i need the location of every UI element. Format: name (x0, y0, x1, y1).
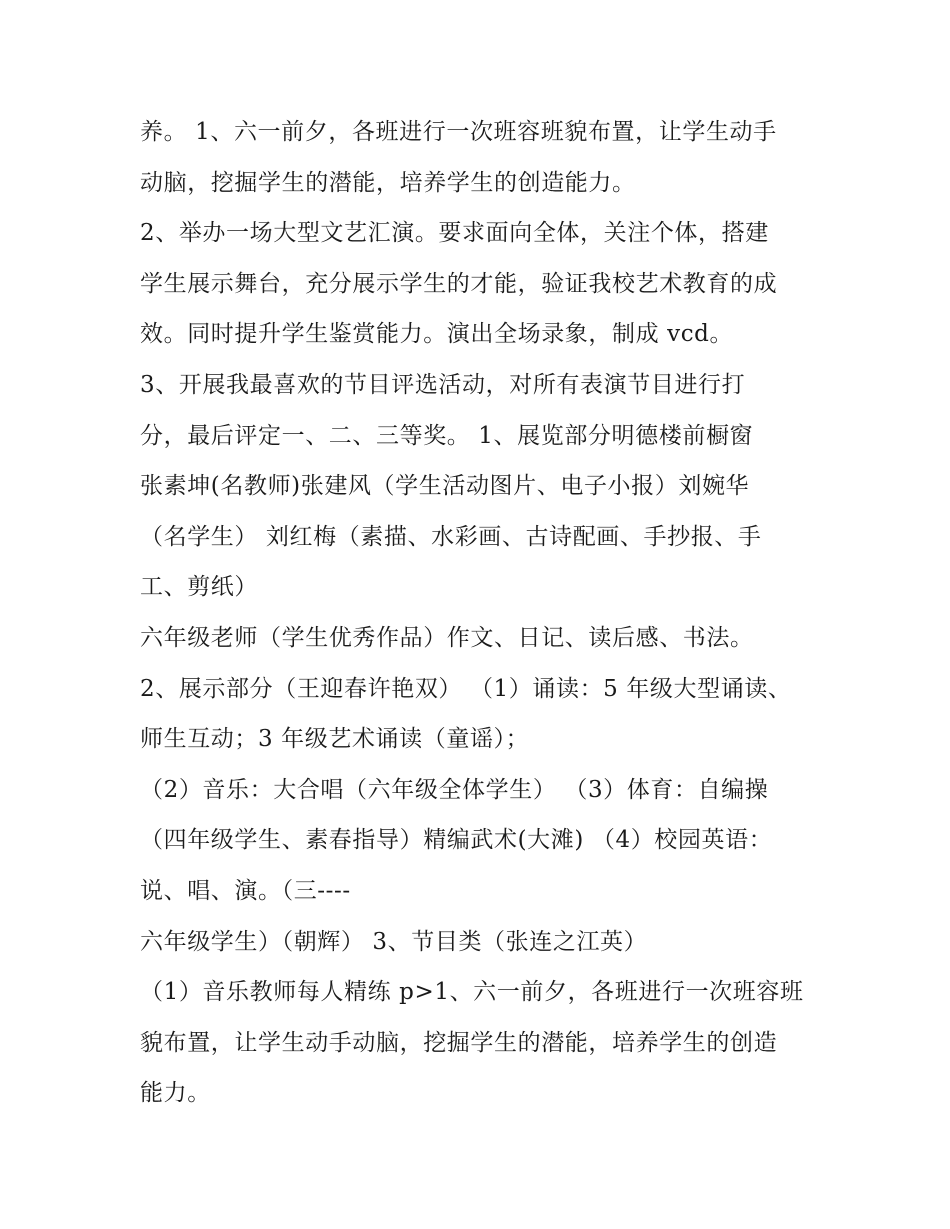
text-line: 学生展示舞台，充分展示学生的才能，验证我校艺术教育的成 (140, 270, 778, 297)
text-line: （四年级学生、素春指导）精编武术(大滩) （4）校园英语： (140, 827, 773, 854)
text-line: 效。同时提升学生鉴赏能力。演出全场录象，制成 vcd。 (140, 321, 734, 348)
text-line: 2、举办一场大型文艺汇演。要求面向全体，关注个体，搭建 (140, 220, 769, 247)
text-line: （名学生） 刘红梅（素描、水彩画、古诗配画、手抄报、手 (140, 523, 762, 550)
text-line: 3、开展我最喜欢的节目评选活动，对所有表演节目进行打 (140, 371, 746, 398)
text-line: 说、唱、演。（三---- (140, 877, 351, 904)
text-line: 能力。 (140, 1080, 211, 1107)
text-line: 分，最后评定一、二、三等奖。 1、展览部分明德楼前橱窗 (140, 422, 754, 449)
text-line: 工、剪纸） (140, 574, 258, 601)
text-line: 六年级老师（学生优秀作品）作文、日记、读后感、书法。 (140, 624, 754, 651)
text-line: 六年级学生）（朝辉） 3、节目类（张连之江英） (140, 928, 648, 955)
text-line: 动脑，挖掘学生的潜能，培养学生的创造能力。 (140, 169, 636, 196)
text-line: 2、展示部分（王迎春许艳双） （1）诵读：5 年级大型诵读、 (140, 675, 792, 702)
text-line: 张素坤(名教师)张建风（学生活动图片、电子小报）刘婉华 (140, 473, 750, 500)
body-text (140, 107, 830, 1119)
text-line: （2）音乐：大合唱（六年级全体学生） （3）体育：自编操 (140, 776, 769, 803)
text-line: （1）音乐教师每人精练 p>1、六一前夕，各班进行一次班容班 (140, 979, 804, 1006)
text-line: 养。 1、六一前夕，各班进行一次班容班貌布置，让学生动手 (140, 119, 777, 145)
text-line: 师生互动；3 年级艺术诵读（童谣）； (140, 726, 530, 753)
text-line: 貌布置，让学生动手动脑，挖掘学生的潜能，培养学生的创造 (140, 1029, 778, 1056)
